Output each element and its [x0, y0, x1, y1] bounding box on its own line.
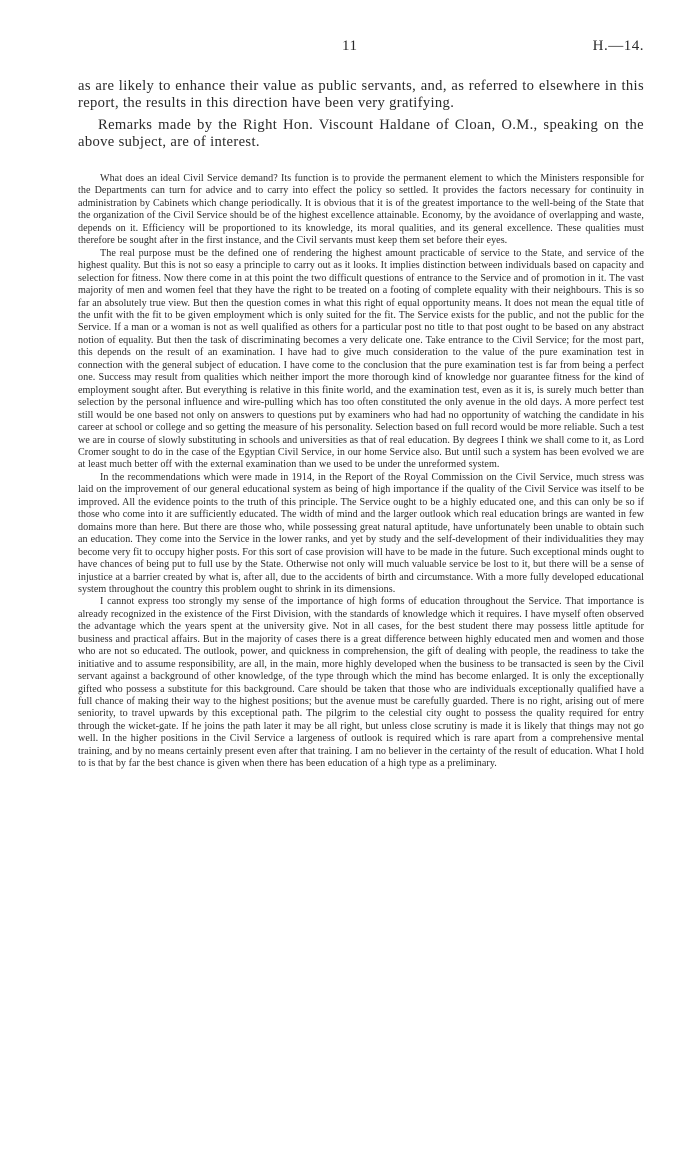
quotation-paragraph: What does an ideal Civil Service demand? Its function is to provide the permanent element to which the Ministers responsible for the Departments can turn for advice and to carry into effect the policy so settled. It provides the factors necessary for continuity in administration by Cabinets which change periodically. It is obvious that it is of the greatest importance to the well-being of the State that the organization of the Civil Service should be of the highest excellence attainable. Economy, by the avoidance of overlapping and waste, depends on it. Efficiency will be proportioned to its knowledge, its moral qualities, and its general excellence. These qualities must therefore be sought after in the first instance, and the Civil servants must keep them set before their eyes. — [78, 173, 644, 247]
page-number: 11 — [342, 38, 358, 54]
quotation-paragraph: In the recommendations which were made in 1914, in the Report of the Royal Commission on the Civil Service, much stress was laid on the improvement of our general educational system as being of high importance if the quality of the Civil Service was itself to be improved. All the evidence points to the truth of this principle. The Service ought to be a highly educated one, and this can only be so if those who come into it are sufficiently educated. The width of mind and the larger outlook which real education brings are wanted in few domains more than here. But there are those who, while possessing great natural aptitude, have unfortunately been unable to obtain such an education. They come into the Service in the lower ranks, and yet by study and the self-development of their individualities they may become very fit to occupy higher posts. For this sort of case provision will have to be made in the future. Such exceptional minds ought to have chances of being put to full use by the State. Otherwise not only will much valuable service be lost to it, but there will be a sense of injustice at a barrier created by what is, after all, due to the accidents of birth and circumstance. With a more fully developed educational system throughout the country this problem ought to shrink in its dimensions. — [78, 471, 644, 595]
quotation-paragraph: The real purpose must be the defined one of rendering the highest amount practicable of service to the State, and service of the highest quality. But this is not so easy a principle to carry out as it looks. It implies distinction between individuals based on capacity and selection for fitness. Now there come in at this point the two difficult questions of entrance to the Service and of promotion in it. The vast majority of men and women feel that they have the right to be treated on a footing of complete equality with their neighbours. This is so far an absolutely true view. But then the question comes in what this right of equal opportunity means. It does not mean the equal title of the unfit with the fit to be given employment which is only suited for the fit. The Service exists for the public, and not the public for the Service. If a man or a woman is not as well qualified as others for a particular post no title to that post ought to be based on any abstract notion of equality. But then the task of discriminating becomes a very delicate one. Take entrance to the Civil Service; for the most part, this depends on the result of an examination. I have had to give much consideration to the value of the pure examination test in connection with the general subject of education. I have come to the conclusion that the pure examination test is far from being a perfect one. Success may result from qualities which neither import the more thorough kind of knowledge nor guarantee fitness for the kind of employment sought after. But everything is relative in this finite world, and the examination test, even as it is, is surely much better than selection by the personal influence and wire-pulling which has too often constituted the only avenue in the old days. A more perfect test still would be one based not only on answers to questions put by examiners who had had no opportunity of watching the candidate in his career at school or college and so getting the measure of his personality. Selection based on full record would be more reliable. Such a test we are in course of slowly substituting in schools and universities as that of real education. By degrees I think we shall come to it, as Lord Cromer sought to do in the case of the Egyptian Civil Service, in our home Service also. But until such a system has been evolved we are at least much better off with the external examination than we used to be under the unreformed system. — [78, 247, 644, 471]
continuation-paragraph: as are likely to enhance their value as public servants, and, as referred to elsewhere in this report, the results in this direction have been very gratifying. — [78, 78, 644, 111]
page-header — [78, 38, 644, 62]
document-reference: H.—14. — [592, 38, 644, 54]
quotation-paragraph: I cannot express too strongly my sense of the importance of high forms of education throughout the Service. That importance is already recognized in the existence of the First Division, with the standards of knowledge which it requires. I have myself often observed the advantage which the years spent at the university give. Not in all cases, for the best student there may possess little aptitude for business and practical affairs. But in the majority of cases there is a great difference between highly educated men and women and those who are not so educated. The outlook, power, and quickness in comprehension, the gift of dealing with people, the readiness to take the initiative and to assume responsibility, are all, in the main, more highly developed when the business to be transacted is seen by the Civil servant against a background of other knowledge, of the type through which the mind has become enlarged. It is only the exceptionally gifted who possess a substitute for this background. Care should be taken that those who are individuals exceptionally qualified have a full chance of making their way to the highest positions; but the avenue must be carefully guarded. There is no right, arising out of mere seniority, to travel upwards by this exceptional path. The pilgrim to the celestial city ought to possess the quality required for entry through the wicket-gate. If he joins the path later it may be all right, but unless close scrutiny is made it is likely that things may not go well. In the higher positions in the Civil Service a largeness of outlook is required which is rare apart from a comprehensive mental training, and by no means certainly present even after that training. I am no believer in the certainty of the result of education. What I hold to is that by far the best chance is given when there has been education of a high type as a preliminary. — [78, 596, 644, 770]
haldane-quotation — [78, 173, 644, 771]
remarks-intro-paragraph: Remarks made by the Right Hon. Viscount Haldane of Cloan, O.M., speaking on the above subject, are of interest. — [78, 117, 644, 150]
document-page — [78, 38, 644, 771]
